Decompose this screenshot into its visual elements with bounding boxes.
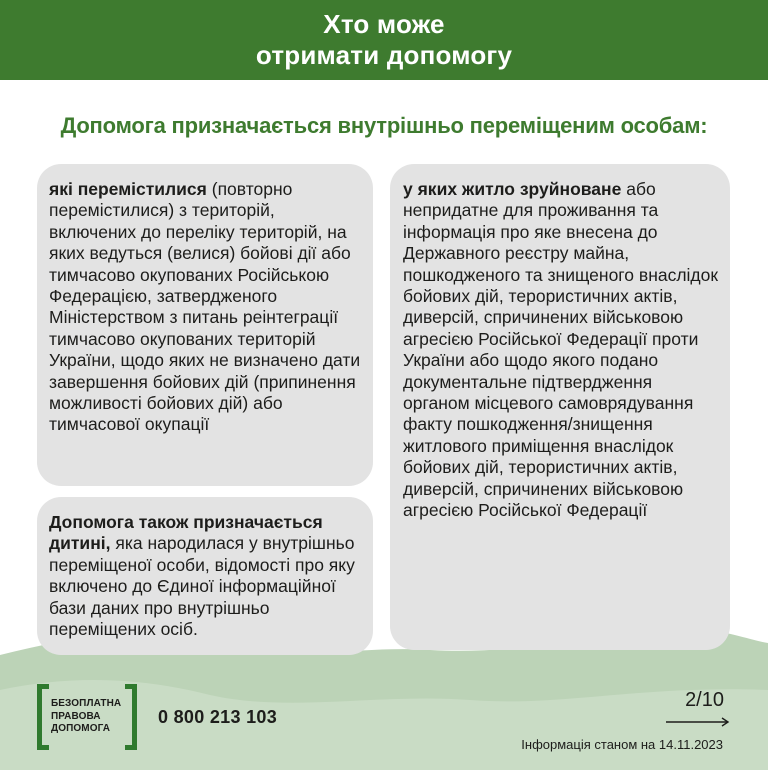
card-housing-bold: у яких житло зруйноване [403,179,622,199]
page-indicator: 2/10 [685,689,724,711]
logo-line-2: ПРАВОВА [51,710,101,722]
card-displaced-persons [37,164,373,486]
card-displaced-bold: які перемістилися [49,179,207,199]
section-subtitle: Допомога призначається внутрішньо переміщеним особам: [60,113,708,138]
card-child-bold: Допомога також призначається дитині, [49,512,323,554]
card-destroyed-housing [390,164,730,650]
page-title-line-1: Хто може [323,9,445,39]
hotline-phone: 0 800 213 103 [158,707,278,727]
arrow-right-icon[interactable] [666,716,730,728]
logo-bracket-left [37,684,49,750]
legal-aid-logo [37,684,137,750]
card-child [37,497,373,655]
page-title-line-2: отримати допомогу [255,40,513,70]
logo-line-3: ДОПОМОГА [51,723,111,734]
card-displaced-text: (повторно перемістилися) з територій, включених до переліку територій, на яких ведуться (велися) бойові дії або тимчасово окупованих Російською Федерацією, затвердженого Міністерством з питань реінтеграції тимчасово окупованих територій України, щодо яких не визначено дати завершення бойових дій (припинення можливості бойових дій) або тимчасової окупації [49,179,361,435]
info-date-note: Інформація станом на 14.11.2023 [521,737,723,752]
logo-line-1: БЕЗОПЛАТНА [51,698,122,709]
logo-text [51,698,127,736]
card-housing-text: або непридатне для проживання та інформація про яке внесена до Державного реєстру майна, пошкодженого та знищеного внаслідок бойових дій, терористичних актів, диверсій, спричинених військовою агресією Російської Федерації проти України або щодо якого подано документальне підтвердження органом місцевого самоврядування факту пошкодження/знищення житлового приміщення внаслідок бойових дій, терористичних актів, диверсій, спричинених військовою агресією Російської Федерації [403,179,719,521]
header-banner [0,0,768,80]
card-child-text: яка народилася у внутрішньо переміщеної особи, відомості про яку включено до Єдиної інформаційної бази даних про внутрішньо переміщених осіб. [49,533,355,640]
